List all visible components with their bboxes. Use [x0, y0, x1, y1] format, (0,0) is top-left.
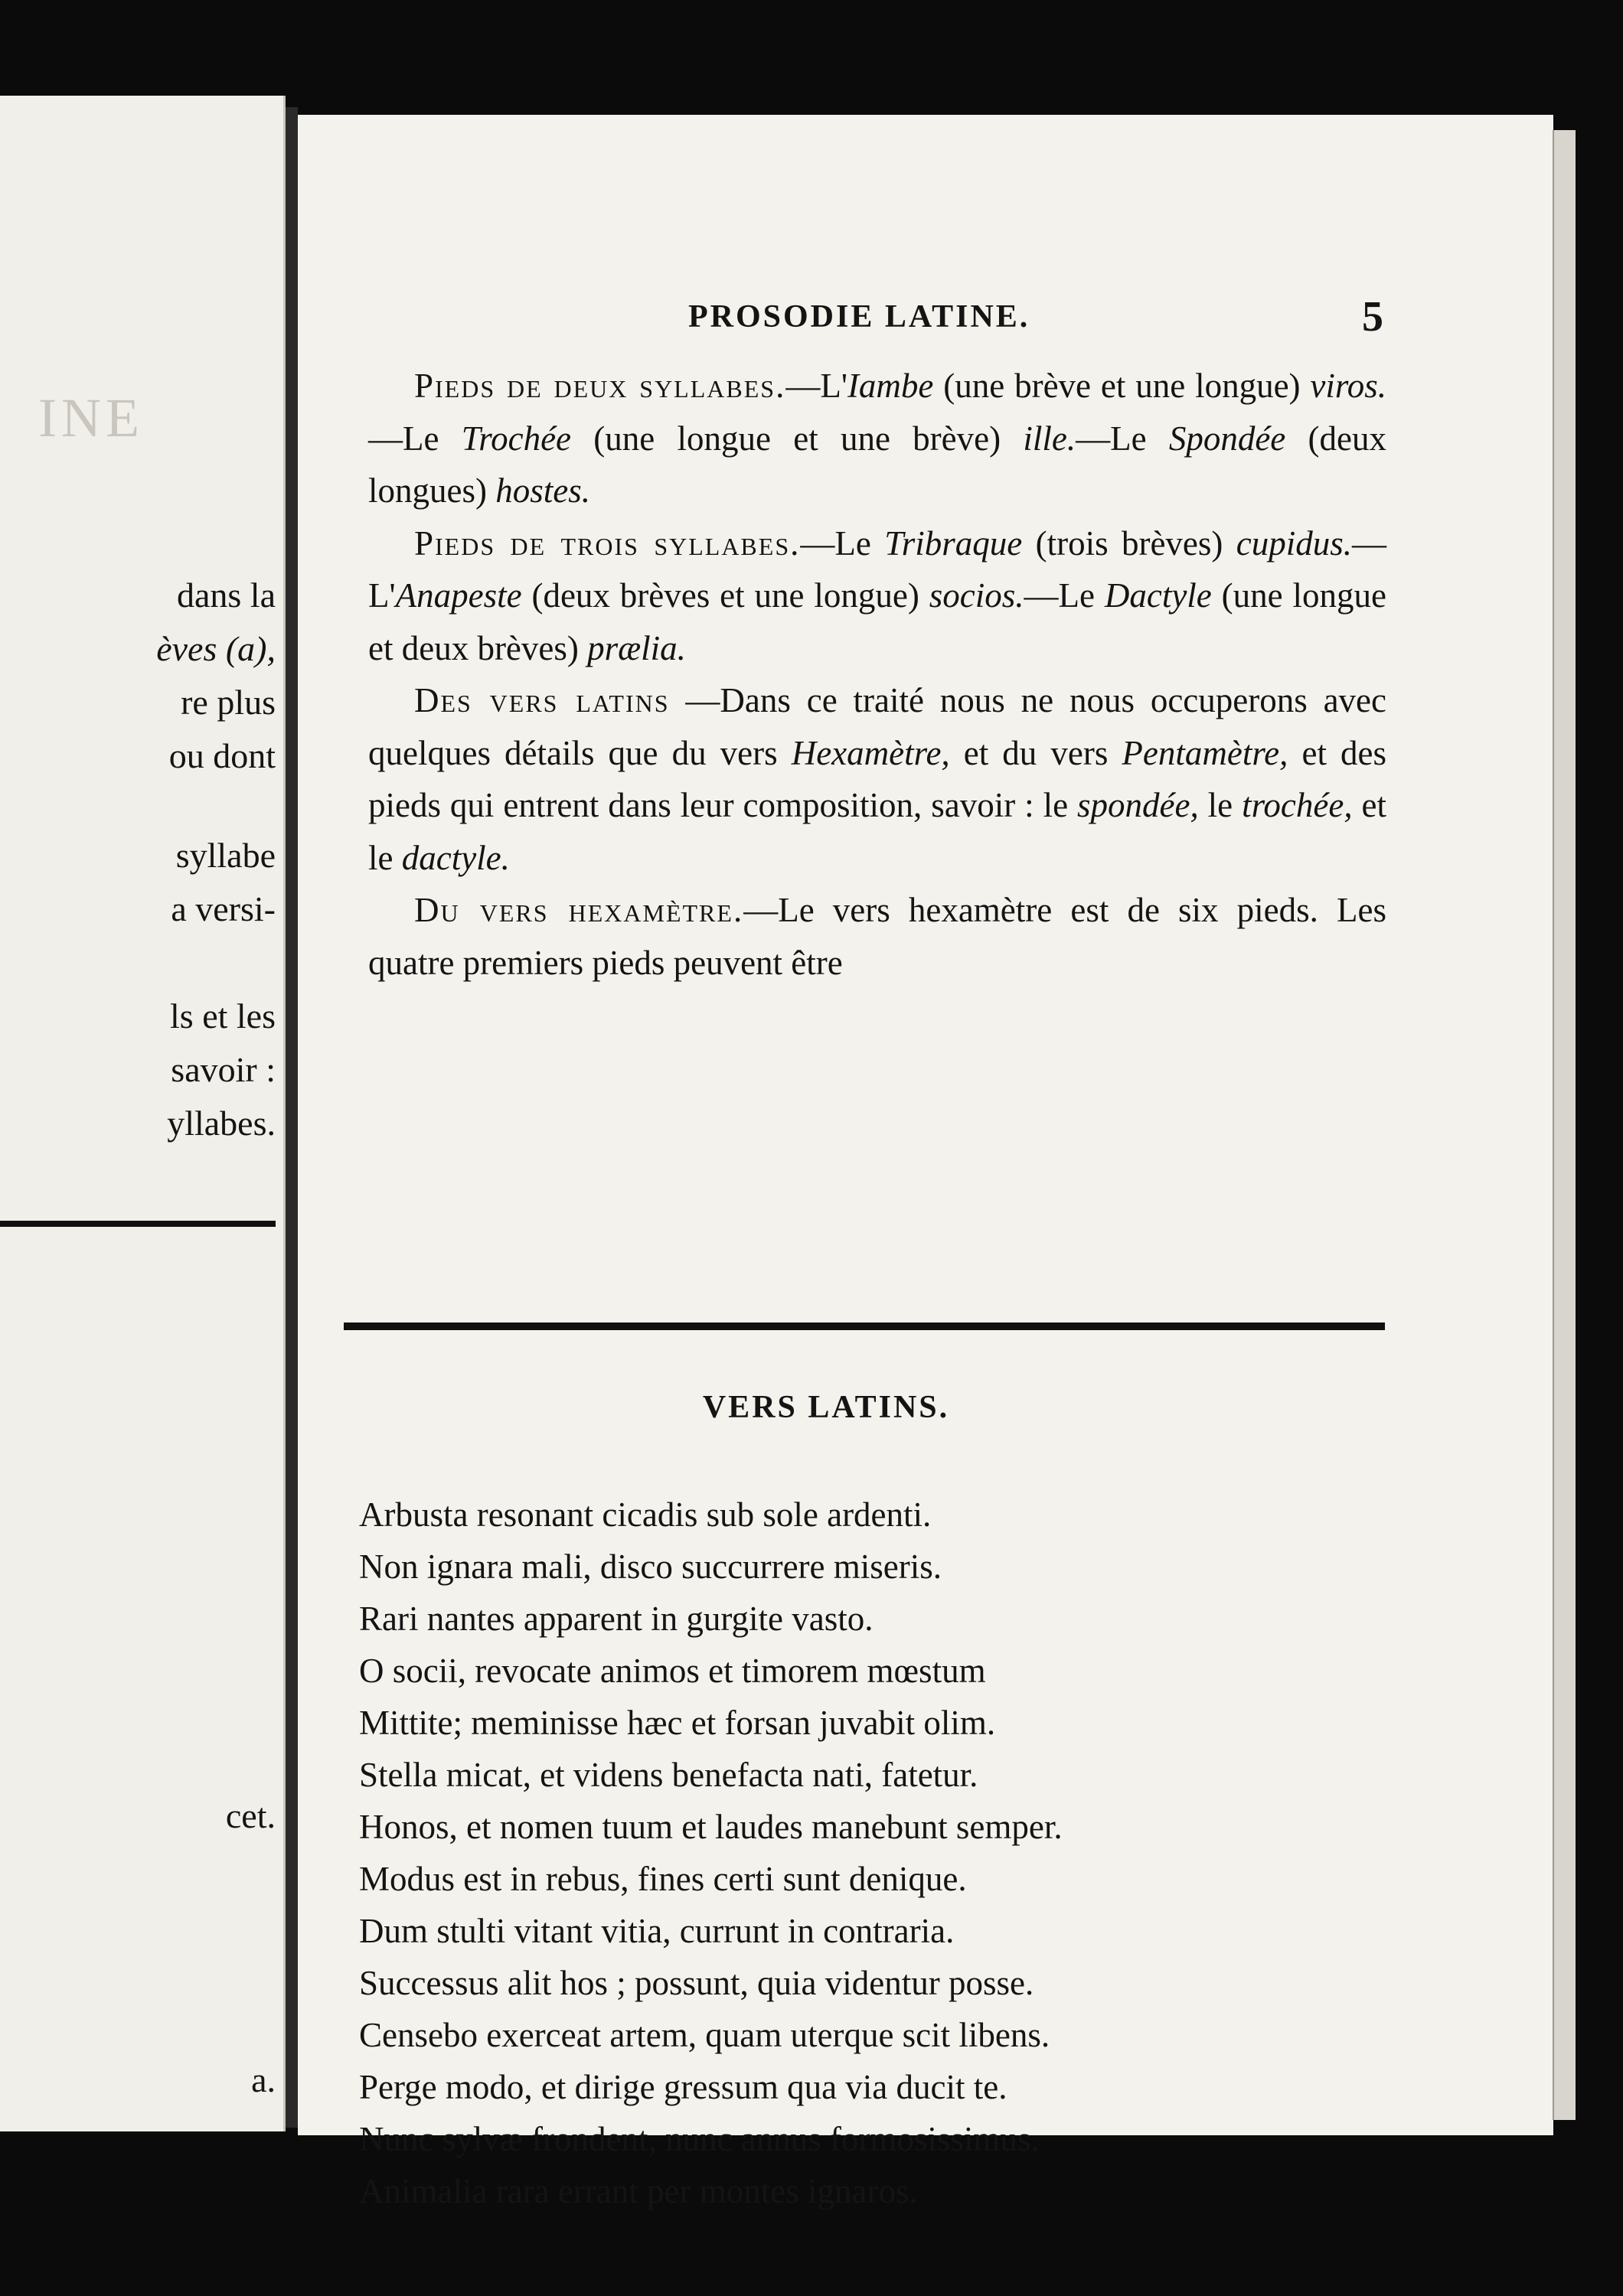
page-number: 5	[1362, 293, 1383, 341]
verse-line: Successus alit hos ; possunt, quia videntur posse.	[359, 1964, 1034, 2002]
section-heading: Pieds de trois syllabes.	[414, 523, 801, 563]
paragraph-pieds-deux: Pieds de deux syllabes.—L'Iambe (une brève et une longue) viros.—Le Trochée (une longue et une brève) ille.—Le Spondée (deux longues) hostes.	[368, 367, 1386, 510]
left-fragment: yllabes.	[167, 1104, 276, 1143]
verse-line: Rari nantes apparent in gurgite vasto.	[359, 1600, 874, 1638]
left-rule	[0, 1221, 276, 1227]
section-heading: Pieds de deux syllabes.	[414, 367, 786, 405]
verse-line: Honos, et nomen tuum et laudes manebunt semper.	[359, 1808, 1063, 1846]
section-heading: Du vers hexamètre.	[414, 891, 744, 929]
verse-line: Arbusta resonant cicadis sub sole ardenti.	[359, 1495, 932, 1534]
verses-heading: VERS LATINS.	[702, 1390, 950, 1425]
left-fragment: re plus	[181, 683, 276, 722]
verse-line: Dum stulti vitant vitia, currunt in contraria.	[359, 1912, 955, 1950]
left-fragment: cet.	[225, 1796, 276, 1835]
verse-line: Censebo exerceat artem, quam uterque scit libens.	[359, 2016, 1050, 2054]
verse-line: Stella micat, et videns benefacta nati, fatetur.	[359, 1756, 978, 1794]
left-fragment: savoir :	[171, 1050, 276, 1089]
verse-line: Perge modo, et dirige gressum qua via ducit te.	[359, 2068, 1007, 2106]
body-text	[368, 360, 1386, 989]
book-gutter	[286, 107, 298, 2128]
left-fragment: dans la	[176, 576, 276, 615]
page-edge	[1553, 130, 1576, 2120]
paragraph-hexametre: Du vers hexamètre.—Le vers hexamètre est de six pieds. Les quatre premiers pieds peuvent être	[368, 891, 1386, 982]
left-fragment: ou dont	[168, 736, 276, 775]
verse-line: Animalia rara errant per montes ignaros.	[359, 2172, 918, 2210]
verse-line: Mittite; meminisse hæc et forsan juvabit olim.	[359, 1704, 996, 1742]
section-heading: Des vers latins	[414, 681, 670, 719]
left-fragment: ls et les	[170, 996, 276, 1035]
verse-line: Modus est in rebus, fines certi sunt denique.	[359, 1860, 967, 1898]
left-fragment: syllabe	[175, 836, 276, 875]
paragraph-pieds-trois: Pieds de trois syllabes.—Le Tribraque (trois brèves) cupidus.—L'Anapeste (deux brèves et une longue) socios.—Le Dactyle (une longue et deux brèves) prælia.	[368, 523, 1387, 667]
left-fragment: a.	[251, 2060, 276, 2099]
previous-page-fragment	[0, 96, 286, 2131]
left-fragment: èves (a),	[156, 629, 276, 668]
verse-line: Non ignara mali, disco succurrere miseris.	[359, 1548, 942, 1586]
verse-line: Nunc sylvæ frondent, nunc annus formosissimus.	[359, 2120, 1040, 2158]
running-head	[298, 293, 1553, 344]
left-fragment: a versi-	[171, 889, 276, 928]
book-page	[298, 115, 1553, 2210]
running-head-title: PROSODIE LATINE.	[688, 299, 1030, 334]
verse-list	[359, 1489, 1416, 2217]
paragraph-vers-latins: Des vers latins —Dans ce traité nous ne nous occuperons avec quelques détails que du vers Hexamètre, et du vers Pentamètre, et des pieds qui entrent dans leur composition, savoir : le spondée, le trochée, et le dactyle.	[368, 681, 1386, 877]
ghost-heading: INE	[38, 387, 144, 448]
verse-line: O socii, revocate animos et timorem mœstum	[359, 1652, 986, 1690]
section-divider	[344, 1322, 1385, 1330]
